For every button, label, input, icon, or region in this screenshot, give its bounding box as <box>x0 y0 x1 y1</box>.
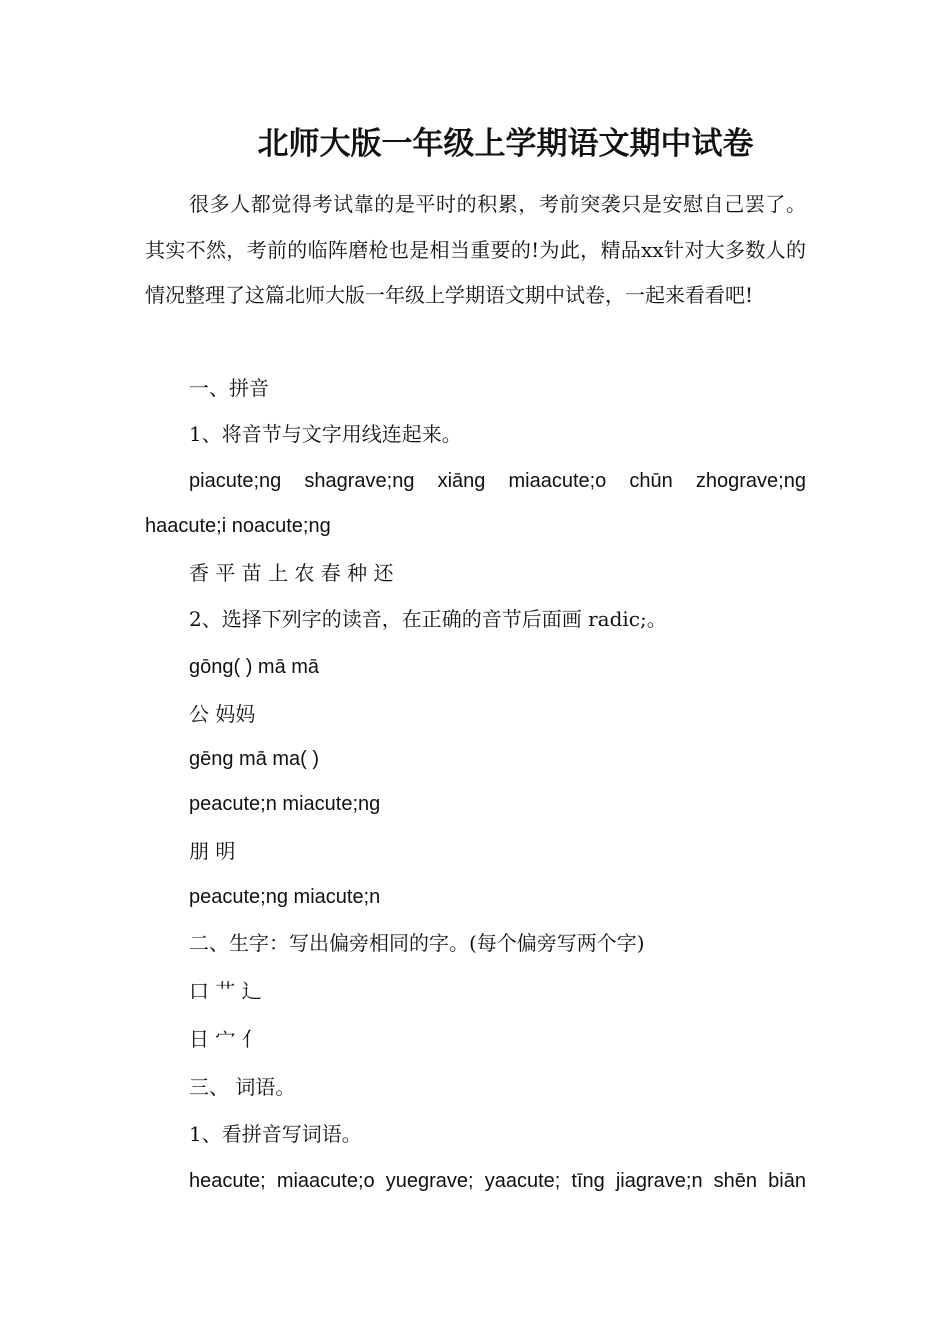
pinyin-token: jiagrave;n <box>615 1170 703 1192</box>
q2-line: peacute;ng miacute;n <box>189 886 381 908</box>
pinyin-token: shagrave;ng <box>304 470 415 492</box>
q2-line: 朋 明 <box>189 839 236 863</box>
pinyin-token: biān <box>768 1170 806 1192</box>
pinyin-token: chūn <box>629 470 673 492</box>
q2-line: 公 妈妈 <box>189 702 256 726</box>
character-row: 香 平 苗 上 农 春 种 还 <box>189 561 394 585</box>
question-1-2: 2、选择下列字的读音，在正确的音节后面画 radic;。 <box>189 607 667 631</box>
pinyin-row-1 <box>189 467 806 495</box>
pinyin-token: zhograve;ng <box>695 470 806 492</box>
pinyin-token: miaacute;o <box>508 470 607 492</box>
radicals-row-1: 口 艹 辶 <box>189 979 262 1003</box>
section-1-heading: 一、拼音 <box>189 376 269 400</box>
pinyin-token: piacute;ng <box>189 470 282 492</box>
document-title: 北师大版一年级上学期语文期中试卷 <box>257 126 754 162</box>
pinyin-token: shēn <box>713 1170 758 1192</box>
pinyin-token: heacute; <box>189 1170 266 1192</box>
question-1-1: 1、将音节与文字用线连起来。 <box>189 422 462 446</box>
q2-line: peacute;n miacute;ng <box>189 793 381 815</box>
pinyin-token: tīng <box>571 1170 605 1192</box>
section-2-heading: 二、生字：写出偏旁相同的字。(每个偏旁写两个字) <box>189 931 645 955</box>
pinyin-token: xiāng <box>437 470 486 492</box>
radicals-row-2: 日 宀 亻 <box>189 1027 262 1051</box>
q2-line: gēng mā ma( ) <box>189 748 320 770</box>
question-3-1: 1、看拼音写词语。 <box>189 1122 362 1146</box>
pinyin-token: yaacute; <box>484 1170 561 1192</box>
pinyin-row-3 <box>189 1167 806 1195</box>
intro-paragraph: 很多人都觉得考试靠的是平时的积累，考前突袭只是安慰自己罢了。其实不然，考前的临阵磨枪也是相当重要的!为此，精品xx针对大多数人的情况整理了这篇北师大版一年级上学期语文期中试卷，一起来看看吧! <box>145 192 806 307</box>
section-3-heading: 三、 词语。 <box>189 1075 296 1099</box>
q2-line: gōng( ) mā mā <box>189 656 320 678</box>
pinyin-token: yuegrave; <box>385 1170 474 1192</box>
pinyin-token: miaacute;o <box>276 1170 375 1192</box>
pinyin-row-1-continued: haacute;i noacute;ng <box>145 515 331 537</box>
